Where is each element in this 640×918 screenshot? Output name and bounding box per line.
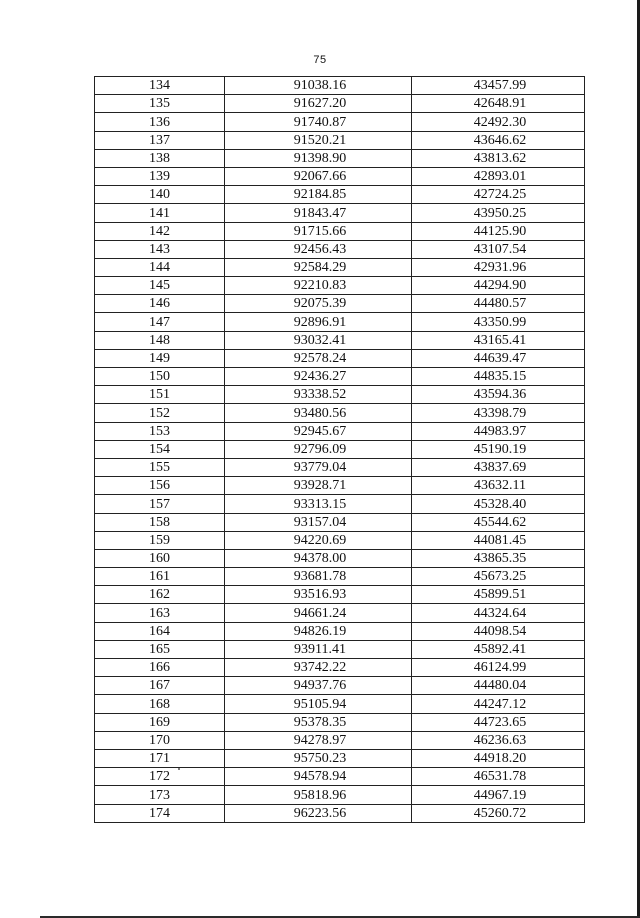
x-coordinate-cell: 91843.47 [225, 204, 412, 222]
table-row [95, 531, 585, 549]
point-number-cell: 134 [95, 77, 225, 95]
x-coordinate-cell: 94661.24 [225, 604, 412, 622]
y-coordinate-cell: 44247.12 [412, 695, 585, 713]
point-number-cell: 146 [95, 295, 225, 313]
y-coordinate-cell: 43107.54 [412, 240, 585, 258]
x-coordinate-cell: 92456.43 [225, 240, 412, 258]
point-number-cell: 151 [95, 386, 225, 404]
scan-artifact-dot [178, 768, 180, 770]
y-coordinate-cell: 43457.99 [412, 77, 585, 95]
x-coordinate-cell: 93313.15 [225, 495, 412, 513]
y-coordinate-cell: 43398.79 [412, 404, 585, 422]
table-row [95, 804, 585, 822]
point-number-cell: 171 [95, 749, 225, 767]
y-coordinate-cell: 44098.54 [412, 622, 585, 640]
y-coordinate-cell: 46531.78 [412, 768, 585, 786]
table-row [95, 77, 585, 95]
y-coordinate-cell: 45260.72 [412, 804, 585, 822]
table-row [95, 331, 585, 349]
y-coordinate-cell: 45328.40 [412, 495, 585, 513]
table-row [95, 458, 585, 476]
point-number-cell: 169 [95, 713, 225, 731]
table-row [95, 258, 585, 276]
y-coordinate-cell: 44983.97 [412, 422, 585, 440]
y-coordinate-cell: 43950.25 [412, 204, 585, 222]
point-number-cell: 158 [95, 513, 225, 531]
y-coordinate-cell: 46124.99 [412, 659, 585, 677]
x-coordinate-cell: 92067.66 [225, 167, 412, 185]
point-number-cell: 139 [95, 167, 225, 185]
point-number-cell: 157 [95, 495, 225, 513]
x-coordinate-cell: 91715.66 [225, 222, 412, 240]
point-number-cell: 137 [95, 131, 225, 149]
table-row [95, 313, 585, 331]
x-coordinate-cell: 92578.24 [225, 349, 412, 367]
table-row [95, 440, 585, 458]
y-coordinate-cell: 43837.69 [412, 458, 585, 476]
table-row [95, 622, 585, 640]
x-coordinate-cell: 92945.67 [225, 422, 412, 440]
x-coordinate-cell: 92210.83 [225, 277, 412, 295]
table-row [95, 713, 585, 731]
x-coordinate-cell: 93911.41 [225, 640, 412, 658]
x-coordinate-cell: 92184.85 [225, 186, 412, 204]
table-row [95, 495, 585, 513]
x-coordinate-cell: 92436.27 [225, 368, 412, 386]
table-row [95, 477, 585, 495]
x-coordinate-cell: 93157.04 [225, 513, 412, 531]
table-row [95, 695, 585, 713]
point-number-cell: 166 [95, 659, 225, 677]
point-number-cell: 155 [95, 458, 225, 476]
table-row [95, 186, 585, 204]
y-coordinate-cell: 44294.90 [412, 277, 585, 295]
table-row [95, 295, 585, 313]
table-row [95, 113, 585, 131]
point-number-cell: 141 [95, 204, 225, 222]
x-coordinate-cell: 94578.94 [225, 768, 412, 786]
table-row [95, 277, 585, 295]
point-number-cell: 150 [95, 368, 225, 386]
table-row [95, 167, 585, 185]
point-number-cell: 159 [95, 531, 225, 549]
y-coordinate-cell: 44918.20 [412, 749, 585, 767]
y-coordinate-cell: 46236.63 [412, 731, 585, 749]
point-number-cell: 149 [95, 349, 225, 367]
table-row [95, 786, 585, 804]
table-row [95, 240, 585, 258]
x-coordinate-cell: 92796.09 [225, 440, 412, 458]
table-row [95, 349, 585, 367]
table-row [95, 131, 585, 149]
y-coordinate-cell: 43165.41 [412, 331, 585, 349]
point-number-cell: 165 [95, 640, 225, 658]
x-coordinate-cell: 92896.91 [225, 313, 412, 331]
point-number-cell: 172 [95, 768, 225, 786]
y-coordinate-cell: 43646.62 [412, 131, 585, 149]
y-coordinate-cell: 42492.30 [412, 113, 585, 131]
x-coordinate-cell: 91520.21 [225, 131, 412, 149]
y-coordinate-cell: 44480.04 [412, 677, 585, 695]
x-coordinate-cell: 95818.96 [225, 786, 412, 804]
y-coordinate-cell: 45899.51 [412, 586, 585, 604]
point-number-cell: 154 [95, 440, 225, 458]
y-coordinate-cell: 44835.15 [412, 368, 585, 386]
point-number-cell: 153 [95, 422, 225, 440]
point-number-cell: 140 [95, 186, 225, 204]
y-coordinate-cell: 44639.47 [412, 349, 585, 367]
table-row [95, 95, 585, 113]
y-coordinate-cell: 43350.99 [412, 313, 585, 331]
x-coordinate-cell: 93516.93 [225, 586, 412, 604]
x-coordinate-cell: 91398.90 [225, 149, 412, 167]
y-coordinate-cell: 42724.25 [412, 186, 585, 204]
x-coordinate-cell: 91740.87 [225, 113, 412, 131]
point-number-cell: 136 [95, 113, 225, 131]
point-number-cell: 142 [95, 222, 225, 240]
table-row [95, 368, 585, 386]
y-coordinate-cell: 44723.65 [412, 713, 585, 731]
x-coordinate-cell: 94378.00 [225, 549, 412, 567]
point-number-cell: 160 [95, 549, 225, 567]
table-body [95, 77, 585, 823]
x-coordinate-cell: 92075.39 [225, 295, 412, 313]
table-row [95, 768, 585, 786]
point-number-cell: 173 [95, 786, 225, 804]
point-number-cell: 174 [95, 804, 225, 822]
x-coordinate-cell: 92584.29 [225, 258, 412, 276]
x-coordinate-cell: 93928.71 [225, 477, 412, 495]
point-number-cell: 152 [95, 404, 225, 422]
y-coordinate-cell: 43632.11 [412, 477, 585, 495]
table-row [95, 404, 585, 422]
y-coordinate-cell: 43594.36 [412, 386, 585, 404]
table-row [95, 677, 585, 695]
y-coordinate-cell: 43813.62 [412, 149, 585, 167]
x-coordinate-cell: 95105.94 [225, 695, 412, 713]
x-coordinate-cell: 91038.16 [225, 77, 412, 95]
table-row [95, 549, 585, 567]
y-coordinate-cell: 45544.62 [412, 513, 585, 531]
y-coordinate-cell: 43865.35 [412, 549, 585, 567]
y-coordinate-cell: 44967.19 [412, 786, 585, 804]
point-number-cell: 164 [95, 622, 225, 640]
x-coordinate-cell: 93338.52 [225, 386, 412, 404]
point-number-cell: 145 [95, 277, 225, 295]
point-number-cell: 156 [95, 477, 225, 495]
x-coordinate-cell: 94826.19 [225, 622, 412, 640]
table-row [95, 640, 585, 658]
point-number-cell: 148 [95, 331, 225, 349]
x-coordinate-cell: 93480.56 [225, 404, 412, 422]
point-number-cell: 168 [95, 695, 225, 713]
coordinate-table [94, 76, 585, 823]
point-number-cell: 170 [95, 731, 225, 749]
x-coordinate-cell: 95378.35 [225, 713, 412, 731]
x-coordinate-cell: 93742.22 [225, 659, 412, 677]
x-coordinate-cell: 94220.69 [225, 531, 412, 549]
y-coordinate-cell: 45892.41 [412, 640, 585, 658]
table-row [95, 568, 585, 586]
point-number-cell: 135 [95, 95, 225, 113]
x-coordinate-cell: 94937.76 [225, 677, 412, 695]
y-coordinate-cell: 45673.25 [412, 568, 585, 586]
point-number-cell: 167 [95, 677, 225, 695]
x-coordinate-cell: 96223.56 [225, 804, 412, 822]
table-row [95, 731, 585, 749]
x-coordinate-cell: 91627.20 [225, 95, 412, 113]
table-row [95, 149, 585, 167]
point-number-cell: 162 [95, 586, 225, 604]
x-coordinate-cell: 93032.41 [225, 331, 412, 349]
y-coordinate-cell: 44324.64 [412, 604, 585, 622]
y-coordinate-cell: 45190.19 [412, 440, 585, 458]
table-row [95, 222, 585, 240]
page-number: 75 [313, 54, 327, 66]
x-coordinate-cell: 93681.78 [225, 568, 412, 586]
point-number-cell: 163 [95, 604, 225, 622]
point-number-cell: 143 [95, 240, 225, 258]
point-number-cell: 147 [95, 313, 225, 331]
table-row [95, 659, 585, 677]
table-row [95, 604, 585, 622]
y-coordinate-cell: 44081.45 [412, 531, 585, 549]
y-coordinate-cell: 44480.57 [412, 295, 585, 313]
point-number-cell: 144 [95, 258, 225, 276]
table-row [95, 513, 585, 531]
table-row [95, 422, 585, 440]
x-coordinate-cell: 93779.04 [225, 458, 412, 476]
table-row [95, 386, 585, 404]
table-row [95, 749, 585, 767]
point-number-cell: 138 [95, 149, 225, 167]
y-coordinate-cell: 42893.01 [412, 167, 585, 185]
y-coordinate-cell: 42931.96 [412, 258, 585, 276]
x-coordinate-cell: 94278.97 [225, 731, 412, 749]
point-number-cell: 161 [95, 568, 225, 586]
y-coordinate-cell: 44125.90 [412, 222, 585, 240]
table-row [95, 204, 585, 222]
x-coordinate-cell: 95750.23 [225, 749, 412, 767]
y-coordinate-cell: 42648.91 [412, 95, 585, 113]
table-row [95, 586, 585, 604]
